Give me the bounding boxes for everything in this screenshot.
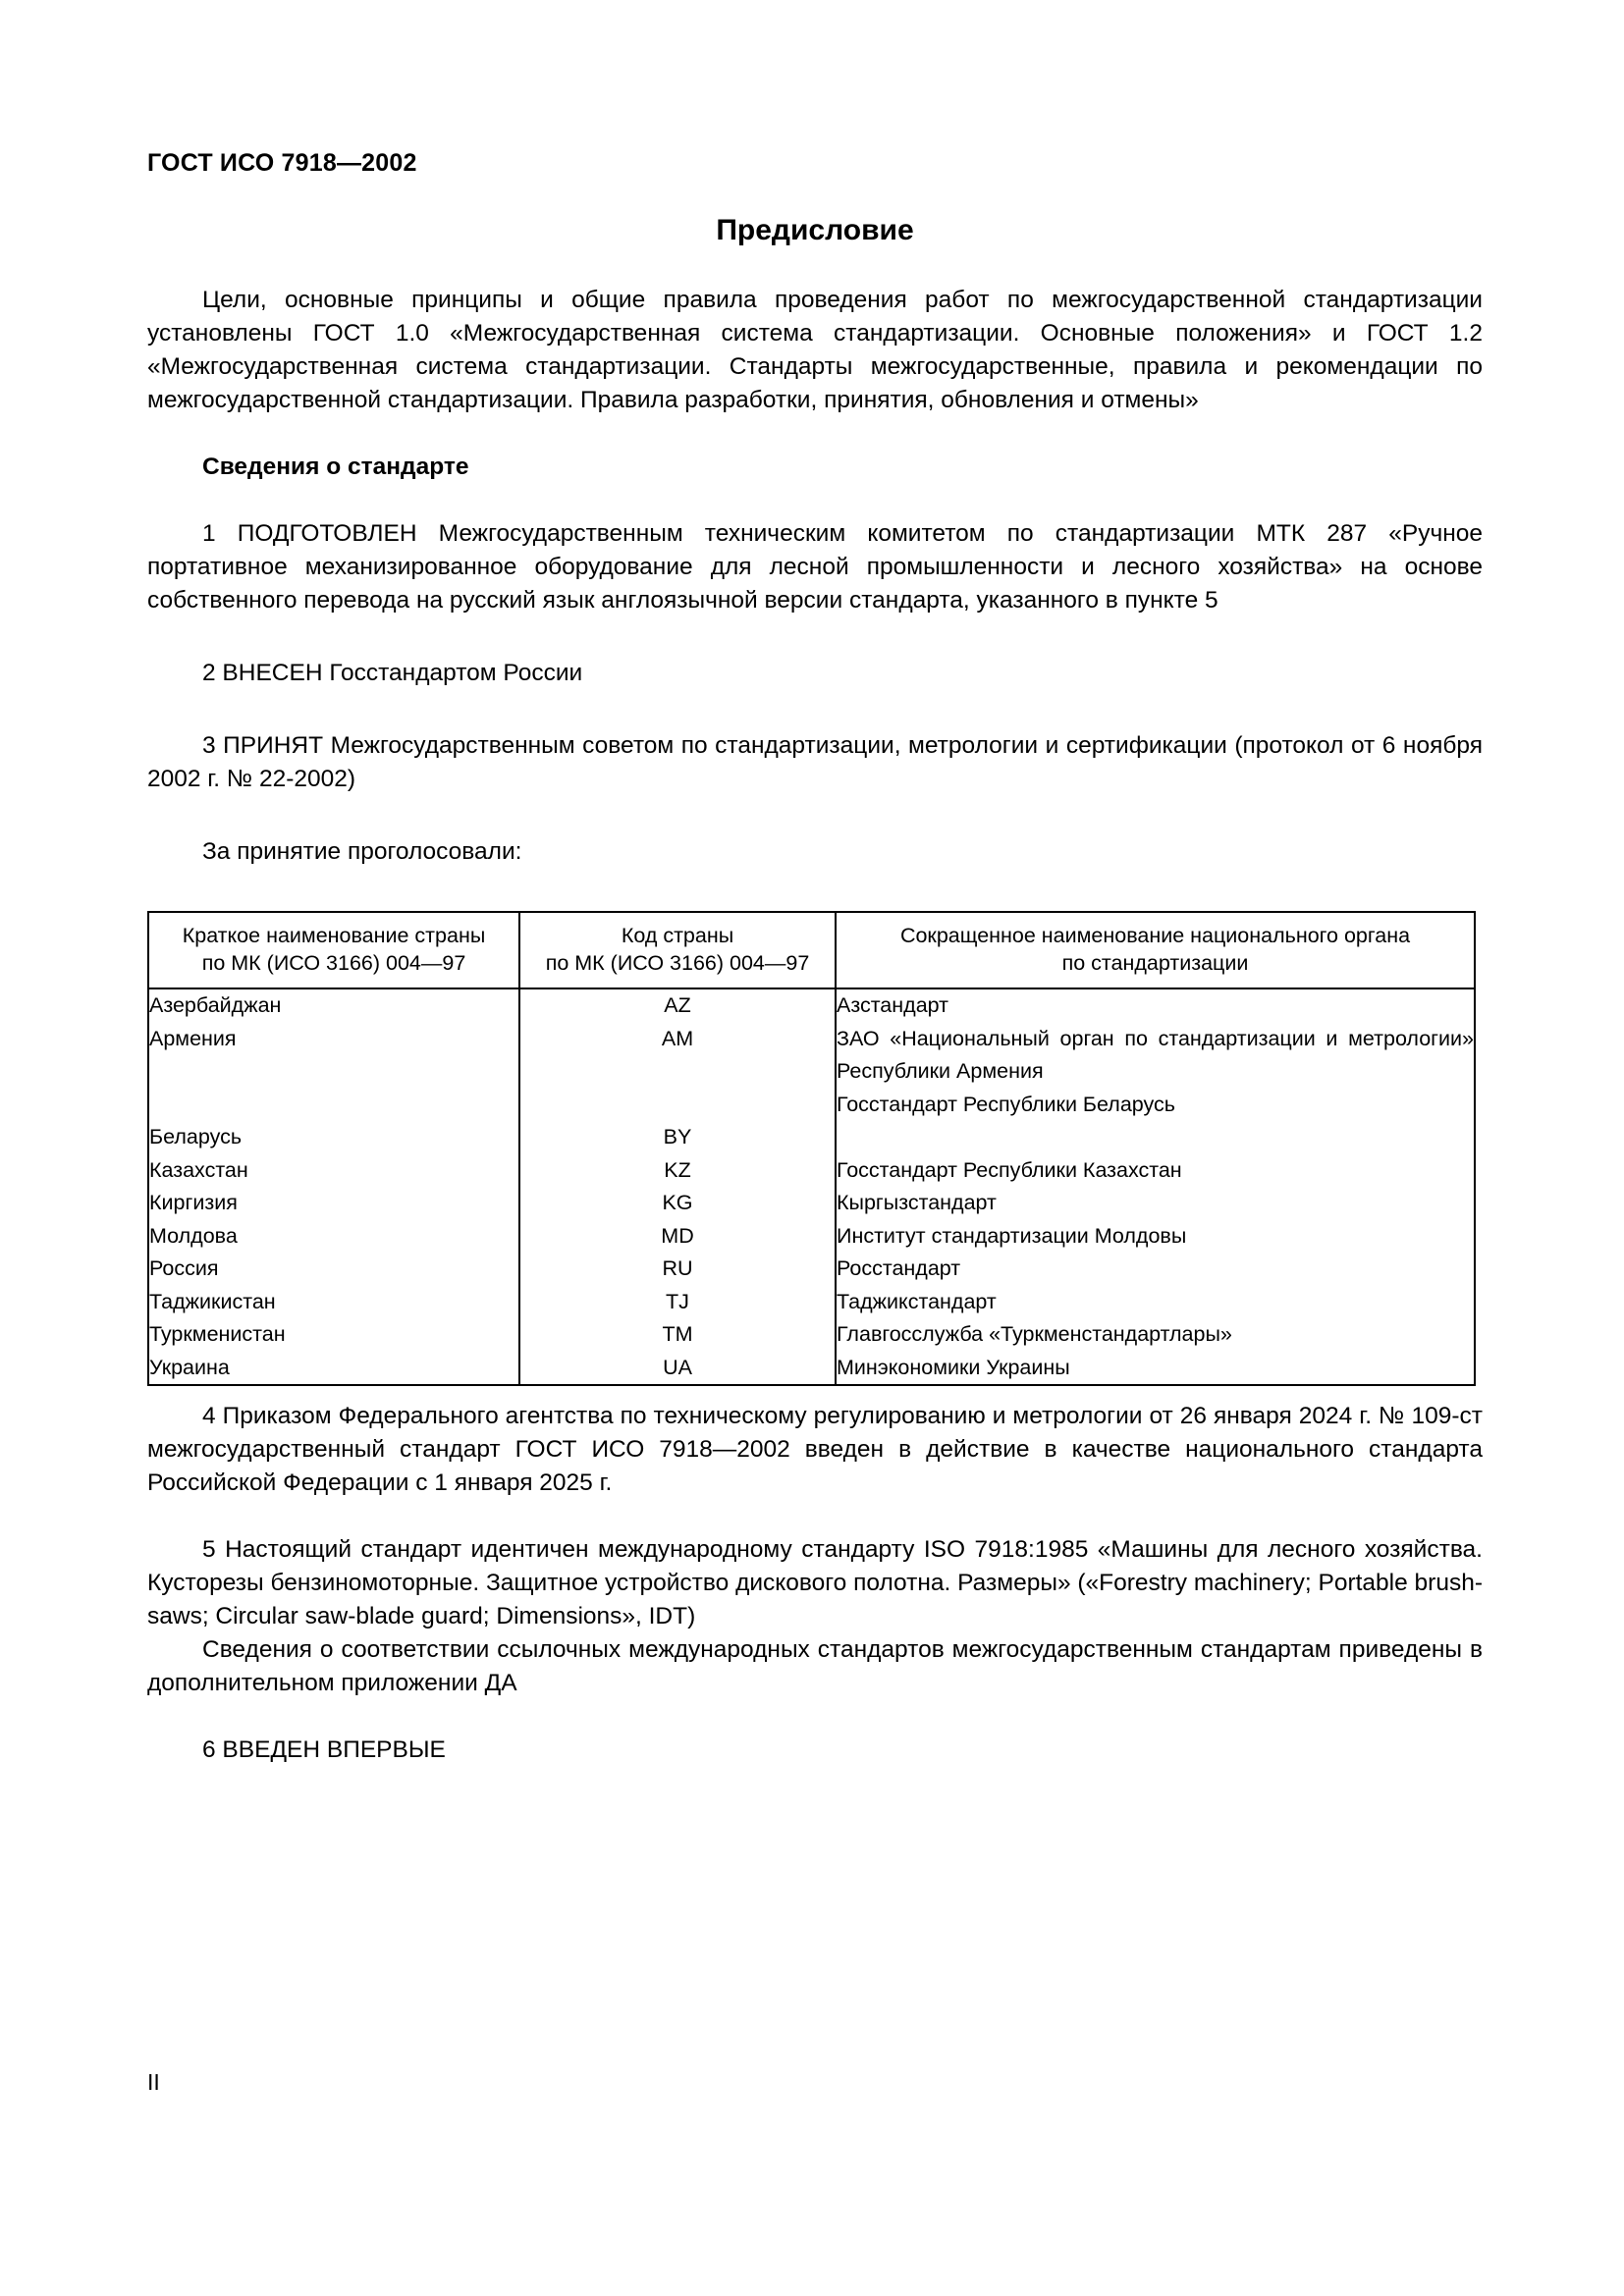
cell-body: Азстандарт [836, 988, 1475, 1023]
vote-intro-text: За принятие проголосовали: [202, 838, 522, 865]
vote-table-container [147, 911, 1474, 1386]
cell-country: Туркменистан [148, 1318, 519, 1352]
cell-body: Институт стандартизации Молдовы [836, 1220, 1475, 1254]
spacer [147, 484, 1483, 517]
clause-2-submitted-by: 2 ВНЕСЕН Госстандартом России [202, 660, 583, 686]
cell-country: Молдова [148, 1220, 519, 1254]
cell-code [519, 1089, 836, 1154]
foreword-body [147, 284, 1483, 869]
cell-country: Украина [148, 1352, 519, 1386]
column-header-code [519, 912, 836, 988]
cell-code: TM [519, 1318, 836, 1352]
cell-code: AM [519, 1023, 836, 1089]
table-row [148, 1220, 1475, 1254]
cell-code: MD [519, 1220, 836, 1254]
standard-info-heading: Сведения о стандарте [202, 454, 469, 480]
cell-code: AZ [519, 988, 836, 1023]
cell-country: Таджикистан [148, 1286, 519, 1319]
cell-body: Кыргызстандарт [836, 1187, 1475, 1220]
table-row [148, 1154, 1475, 1188]
clause-6-first-introduced: 6 ВВЕДЕН ВПЕРВЫЕ [202, 1736, 446, 1763]
cell-body: Госстандарт Республики Казахстан [836, 1154, 1475, 1188]
spacer [147, 690, 1483, 729]
column-header-country-line2: по МК (ИСО 3166) 004—97 [201, 951, 466, 975]
cell-country: Азербайджан [148, 988, 519, 1023]
clause-5-reference-note: Сведения о соответствии ссылочных международных стандартов межгосударственным стандартам приведены в дополнительном приложении ДА [147, 1636, 1483, 1696]
table-row [148, 1023, 1475, 1089]
table-row [148, 1318, 1475, 1352]
clause-4-order: 4 Приказом Федерального агентства по техническому регулированию и метрологии от 26 января 2024 г. № 109-ст межгосударственный стандарт ГОСТ ИСО 7918—2002 введен в действие в качестве национального стандарта Российской Федерации с 1 января 2025 г. [147, 1403, 1483, 1496]
cell-code: RU [519, 1253, 836, 1286]
cell-country [148, 1089, 519, 1154]
table-row [148, 1253, 1475, 1286]
column-header-country [148, 912, 519, 988]
clause-3-adopted-by: 3 ПРИНЯТ Межгосударственным советом по стандартизации, метрологии и сертификации (протокол от 6 ноября 2002 г. № 22-2002) [147, 732, 1483, 792]
cell-country-text: Беларусь [149, 1125, 243, 1148]
cell-body-text: Госстандарт Республики Беларусь [837, 1092, 1175, 1116]
vote-table [147, 911, 1476, 1386]
column-header-code-line1: Код страны [621, 924, 734, 947]
vote-table-body [148, 988, 1475, 1385]
row-spacer [520, 1089, 835, 1122]
intro-paragraph: Цели, основные принципы и общие правила проведения работ по межгосударственной стандартизации установлены ГОСТ 1.0 «Межгосударственная система стандартизации. Основные положения» и ГОСТ 1.2 «Межгосударственная система стандартизации. Стандарты межгосударственные, правила и рекомендации по межгосударственной стандартизации. Правила разработки, принятия, обновления и отмены» [147, 287, 1483, 413]
clause-1-prepared-by: 1 ПОДГОТОВЛЕН Межгосударственным техническим комитетом по стандартизации МТК 287 «Ручное портативное механизированное оборудование для лесной промышленности и лесного хозяйства» на основе собственного перевода на русский язык англоязычной версии стандарта, указанного в пункте 5 [147, 520, 1483, 614]
cell-body: Таджикстандарт [836, 1286, 1475, 1319]
cell-body [836, 1089, 1475, 1154]
cell-code: UA [519, 1352, 836, 1386]
column-header-code-line2: по МК (ИСО 3166) 004—97 [545, 951, 810, 975]
cell-code: KG [519, 1187, 836, 1220]
cell-body: Росстандарт [836, 1253, 1475, 1286]
spacer [147, 617, 1483, 657]
row-spacer [149, 1089, 518, 1122]
cell-code-text: BY [663, 1125, 692, 1148]
clause-5-identical-standard: 5 Настоящий стандарт идентичен международному стандарту ISO 7918:1985 «Машины для лесного хозяйства. Кусторезы бензиномоторные. Защитное устройство дискового полотна. Размеры» («Forestry machinery; Portable brush-saws; Circular saw-blade guard; Dimensions», IDT) [147, 1536, 1483, 1629]
cell-body: Главгосслужба «Туркменстандартлары» [836, 1318, 1475, 1352]
cell-country: Армения [148, 1023, 519, 1089]
spacer [147, 1500, 1483, 1533]
table-row [148, 1286, 1475, 1319]
cell-country: Казахстан [148, 1154, 519, 1188]
cell-code: TJ [519, 1286, 836, 1319]
cell-country: Киргизия [148, 1187, 519, 1220]
foreword-tail [147, 1400, 1483, 1767]
table-row [148, 1089, 1475, 1154]
column-header-body-line2: по стандартизации [1061, 951, 1249, 975]
cell-body: Минэкономики Украины [836, 1352, 1475, 1386]
table-row [148, 1187, 1475, 1220]
vote-table-head [148, 912, 1475, 988]
column-header-body [836, 912, 1475, 988]
table-header-row [148, 912, 1475, 988]
cell-body: ЗАО «Национальный орган по стандартизации и метрологии» Республики Армения [836, 1023, 1475, 1089]
spacer [147, 796, 1483, 835]
table-row [148, 988, 1475, 1023]
spacer [147, 1700, 1483, 1734]
cell-country: Россия [148, 1253, 519, 1286]
spacer [147, 417, 1483, 451]
table-row [148, 1352, 1475, 1386]
column-header-country-line1: Краткое наименование страны [182, 924, 486, 947]
page-number: II [147, 2069, 160, 2095]
page-title: Предисловие [716, 214, 914, 246]
cell-code: KZ [519, 1154, 836, 1188]
column-header-body-line1: Сокращенное наименование национального органа [899, 924, 1411, 947]
running-header: ГОСТ ИСО 7918—2002 [147, 149, 417, 177]
